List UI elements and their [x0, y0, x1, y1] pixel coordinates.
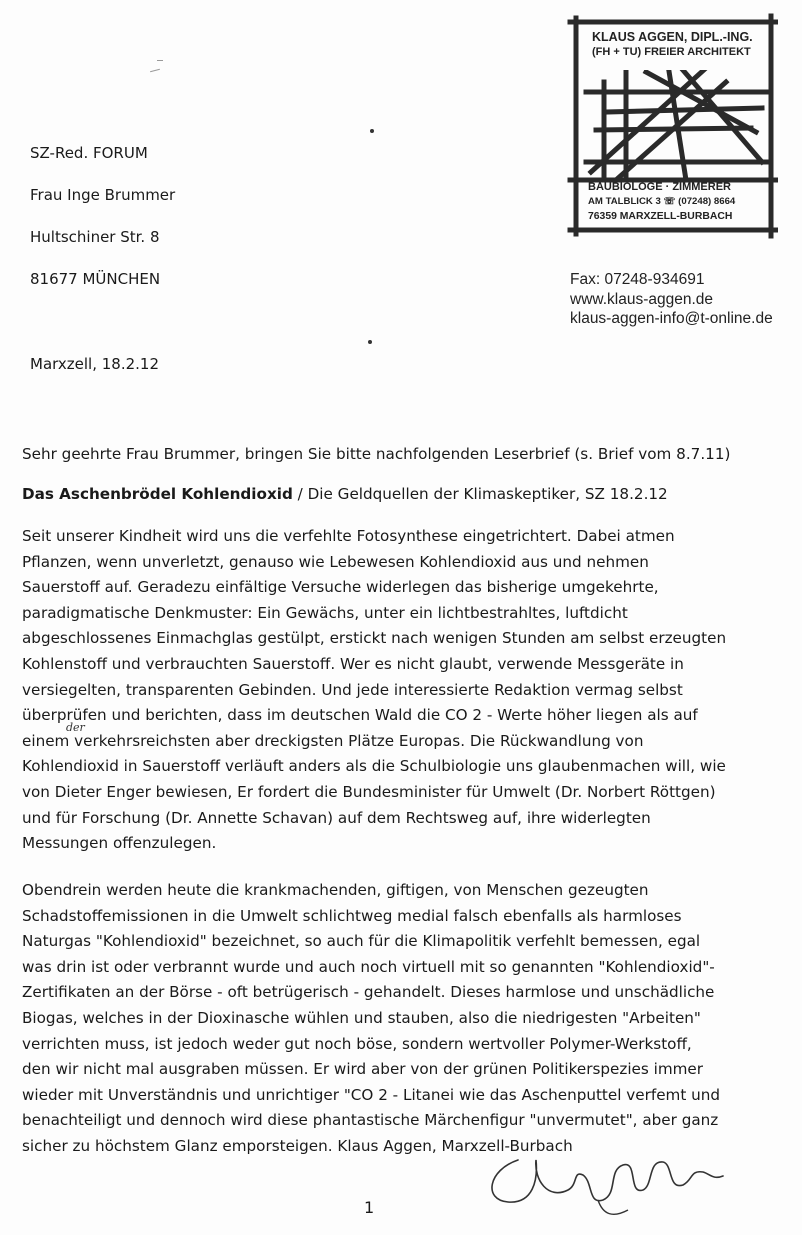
paragraph-line: einem verkehrsreichsten aber dreckigsten Plätze Europas. Die Rückwandlung von: [22, 731, 644, 750]
page-number: 1: [364, 1198, 375, 1217]
scan-speck: [370, 129, 374, 133]
architect-logo: [566, 12, 778, 240]
logo-name: KLAUS AGGEN, DIPL.-ING.: [592, 30, 753, 44]
handwritten-insert: der: [66, 721, 85, 734]
headline-line: [22, 482, 782, 508]
salutation: [22, 442, 782, 468]
paragraph-2: [22, 878, 782, 1160]
paragraph-line: Sauerstoff auf. Geradezu einfältige Versuche widerlegen das bisherige umgekehrte,: [22, 578, 659, 597]
paragraph-line: Kohlendioxid in Sauerstoff verläuft anders als die Schulbiologie uns glaubenmachen will, wie: [22, 757, 726, 776]
paragraph-line: paradigmatische Denkmuster: Ein Gewächs, unter ein lichtbestrahltes, luftdicht: [22, 603, 628, 622]
paragraph-line: Naturgas "Kohlendioxid" bezeichnet, so auch für die Klimapolitik verfehlt bemessen, egal: [22, 932, 701, 951]
paragraph-line: überprüfen und berichten, dass im deutschen Wald die CO 2 - Werte höher liegen als auf: [22, 706, 698, 725]
salutation-text: Sehr geehrte Frau Brummer, bringen Sie bitte nachfolgenden Leserbrief (s. Brief vom 8.7.11): [22, 445, 731, 463]
paragraph-line: abgeschlossenes Einmachglas gestülpt, erstickt nach wenigen Stunden am selbst erzeugten: [22, 629, 727, 648]
recipient-line-1: SZ-Red. FORUM: [30, 144, 148, 162]
paragraph-line: Obendrein werden heute die krankmachenden, giftigen, von Menschen gezeugten: [22, 881, 649, 899]
contact-fax: Fax: 07248-934691: [570, 271, 705, 288]
scan-speck: [368, 340, 372, 344]
paragraph-line: benachteiligt und dennoch wird diese phantastische Märchenfigur "unvermutet", aber ganz: [22, 1111, 719, 1130]
contact-email: klaus-aggen-info@t-online.de: [570, 310, 773, 327]
paragraph-line: versiegelten, transparenten Gebinden. Und jede interessierte Redaktion vermag selbst: [22, 680, 683, 699]
letter-date: Marxzell, 18.2.12: [30, 355, 160, 373]
scan-speck: [150, 69, 160, 73]
paragraph-line: Pflanzen, wenn unverletzt, genauso wie Lebewesen Kohlendioxid aus und nehmen: [22, 552, 649, 571]
paragraph-line: den wir nicht mal ausgraben müssen. Er wird aber von der grünen Politikerspezies immer: [22, 1060, 704, 1079]
paragraph-line: von Dieter Enger bewiesen, Er fordert die Bundesminister für Umwelt (Dr. Norbert Röttgen): [22, 782, 716, 801]
paragraph-line: Schadstoffemissionen in die Umwelt schlichtweg medial falsch ebenfalls als harmloses: [22, 906, 682, 925]
paragraph-line: Zertifikaten an der Börse - oft betrügerisch - gehandelt. Dieses harmlose und unschädliche: [22, 983, 715, 1002]
recipient-line-2: Frau Inge Brummer: [30, 186, 176, 204]
paragraph-line: Biogas, welches in der Dioxinasche wühlen und stauben, also die niedrigesten "Arbeiten": [22, 1008, 701, 1027]
logo-title: (FH + TU) FREIER ARCHITEKT: [592, 46, 751, 58]
paragraph-line: wieder mit Unverständnis und unrichtiger "CO 2 - Litanei wie das Aschenputtel verfemt und: [22, 1085, 721, 1104]
paragraph-line: sicher zu höchstem Glanz emporsteigen. Klaus Aggen, Marxzell-Burbach: [22, 1136, 573, 1155]
logo-city: 76359 MARXZELL-BURBACH: [588, 211, 733, 222]
logo-profession: BAUBIOLOGE · ZIMMERER: [588, 181, 731, 193]
paragraph-line: Seit unserer Kindheit wird uns die verfehlte Fotosynthese eingetrichtert. Dabei atmen: [22, 527, 675, 545]
paragraph-line: Messungen offenzulegen.: [22, 834, 217, 853]
recipient-line-4: 81677 MÜNCHEN: [30, 270, 161, 288]
headline-bold: Das Aschenbrödel Kohlendioxid: [22, 485, 293, 503]
paragraph-line: Kohlenstoff und verbrauchten Sauerstoff. Wer es nicht glaubt, verwende Messgeräte in: [22, 654, 684, 673]
paragraph-line: und für Forschung (Dr. Annette Schavan) auf dem Rechtsweg auf, ihre widerlegten: [22, 808, 651, 827]
headline-rest: / Die Geldquellen der Klimaskeptiker, SZ 18.2.12: [292, 485, 668, 503]
contact-website: www.klaus-aggen.de: [570, 291, 714, 308]
letter-headline: [22, 482, 782, 508]
logo-street-phone: AM TALBLICK 3 ☏ (07248) 8664: [588, 196, 736, 207]
paragraph-line: was drin ist oder verbrannt wurde und auch noch virtuell mit so genannten "Kohlendioxid"-: [22, 957, 715, 976]
handwritten-signature: [478, 1130, 738, 1220]
scan-speck: [157, 60, 163, 61]
recipient-line-3: Hultschiner Str. 8: [30, 228, 160, 246]
paragraph-1: [22, 524, 782, 857]
paragraph-line: verrichten muss, ist jedoch weder gut noch böse, sondern wertvoller Polymer-Werkstoff,: [22, 1034, 692, 1053]
